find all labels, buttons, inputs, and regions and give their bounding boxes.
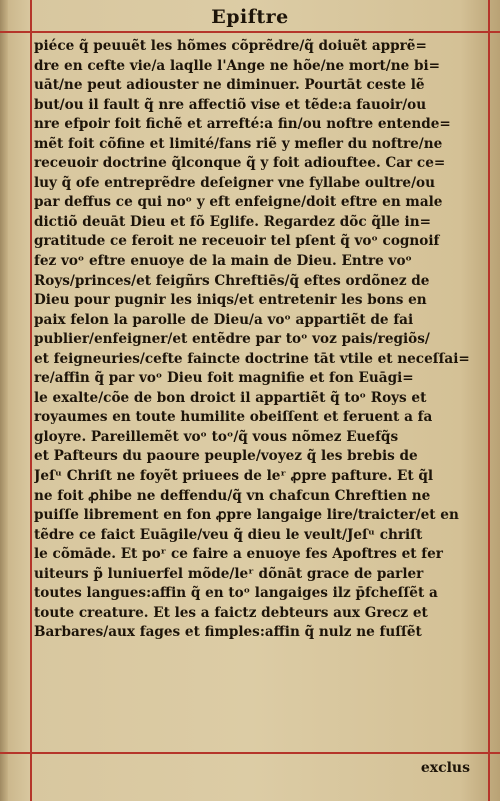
running-title: Epiftre: [211, 6, 289, 28]
text-line: le cõmāde. Et poʳ ce faire a enuoye fes Apoftres et fer: [34, 546, 443, 563]
text-line: luy q̃ ofe entreprẽdre deſeigner vne fyllabe oultre/ou: [34, 174, 435, 191]
text-line: paix felon la parolle de Dieu/a voᵒ appartiẽt de fai: [34, 311, 414, 328]
text-line: re/affin q̃ par voᵒ Dieu foit magnifie et fon Euāgi=: [34, 370, 414, 387]
right-margin-rule: [488, 0, 490, 801]
text-line: dictiõ deuāt Dieu et fõ Eglife. Regardez dõc q̃lle in=: [34, 213, 431, 230]
catchword: exclus: [420, 760, 470, 776]
text-line: nre efpoir foit fichẽ et arrefté:a fin/ou noftre entende=: [34, 116, 451, 133]
text-line: puiſſe librement en fon ꝓpre langaige lire/traicter/et en: [34, 507, 459, 524]
text-line: le exalte/cõe de bon droict il appartiẽt q̃ toᵒ Roys et: [34, 389, 427, 406]
body-text: [34, 37, 486, 643]
text-line: piéce q̃ peuuẽt les hõmes cõprẽdre/q̃ doiuẽt apprẽ=: [34, 38, 427, 54]
text-line: but/ou il fault q̃ nre affectiõ vise et tẽde:a fauoir/ou: [34, 96, 427, 113]
text-line: fez voᵒ eftre enuoye de la main de Dieu. Entre voᵒ: [34, 253, 412, 270]
text-line: gloyre. Pareillemẽt voᵒ toᵒ/q̃ vous nõmez Euefq̃s: [34, 428, 399, 445]
text-line: receuoir doctrine q̃lconque q̃ y foit adiouftee. Car ce=: [34, 155, 446, 172]
text-line: royaumes en toute humilite obeiſſent et feruent a fa: [34, 409, 433, 426]
text-line: Jeſᵘ Chriſt ne foyẽt priuees de leʳ ꝓpre pafture. Et q̃l: [34, 468, 434, 485]
top-rule: [0, 31, 500, 33]
text-line: Dieu pour pugnir les iniqs/et entretenir les bons en: [34, 292, 427, 309]
text-line: toute creature. Et les a faictz debteurs aux Grecz et: [34, 604, 428, 621]
text-line: par deffus ce qui noᵒ y eft enfeigne/doit eftre en male: [34, 194, 443, 211]
text-line: dre en cefte vie/a laqlle l'Ange ne hõe/ne mort/ne bi=: [34, 57, 441, 74]
left-margin-rule: [30, 0, 32, 801]
text-line: Barbares/aux fages et fimples:affin q̃ nulz ne fuſſẽt: [34, 624, 422, 641]
text-line: et feigneuries/cefte faincte doctrine tāt vtile et neceſſai=: [34, 350, 470, 367]
text-line: toutes langues:affin q̃ en toᵒ langaiges ilz p̄fcheſſẽt a: [34, 585, 438, 602]
page-gutter: [0, 0, 8, 801]
text-line: uāt/ne peut adiouster ne diminuer. Pourtāt ceste lẽ: [34, 77, 425, 94]
text-line: publier/enfeigner/et entẽdre par toᵒ voz pais/regiõs/: [34, 331, 430, 348]
text-line: uiteurs p̃ luniuerfel mõde/leʳ dõnāt grace de parler: [34, 565, 424, 582]
text-line: ne foit ꝓhibe ne deffendu/q̃ vn chafcun Chreftien ne: [34, 487, 431, 504]
text-line: gratitude ce feroit ne receuoir tel pſent q̃ voᵒ cognoif: [34, 233, 440, 250]
text-line: et Pafteurs du paoure peuple/voyez q̃ les brebis de: [34, 448, 418, 465]
text-line: Roys/princes/et feigñrs Chreftiēs/q̃ eftes ordõnez de: [34, 272, 430, 289]
text-line: mẽt foit cõfine et limité/fans riẽ y mefler du noftre/ne: [34, 135, 443, 152]
text-line: tẽdre ce faict Euāgile/veu q̃ dieu le veult/Jeſᵘ chriſt: [34, 526, 423, 543]
bottom-rule: [0, 752, 500, 754]
